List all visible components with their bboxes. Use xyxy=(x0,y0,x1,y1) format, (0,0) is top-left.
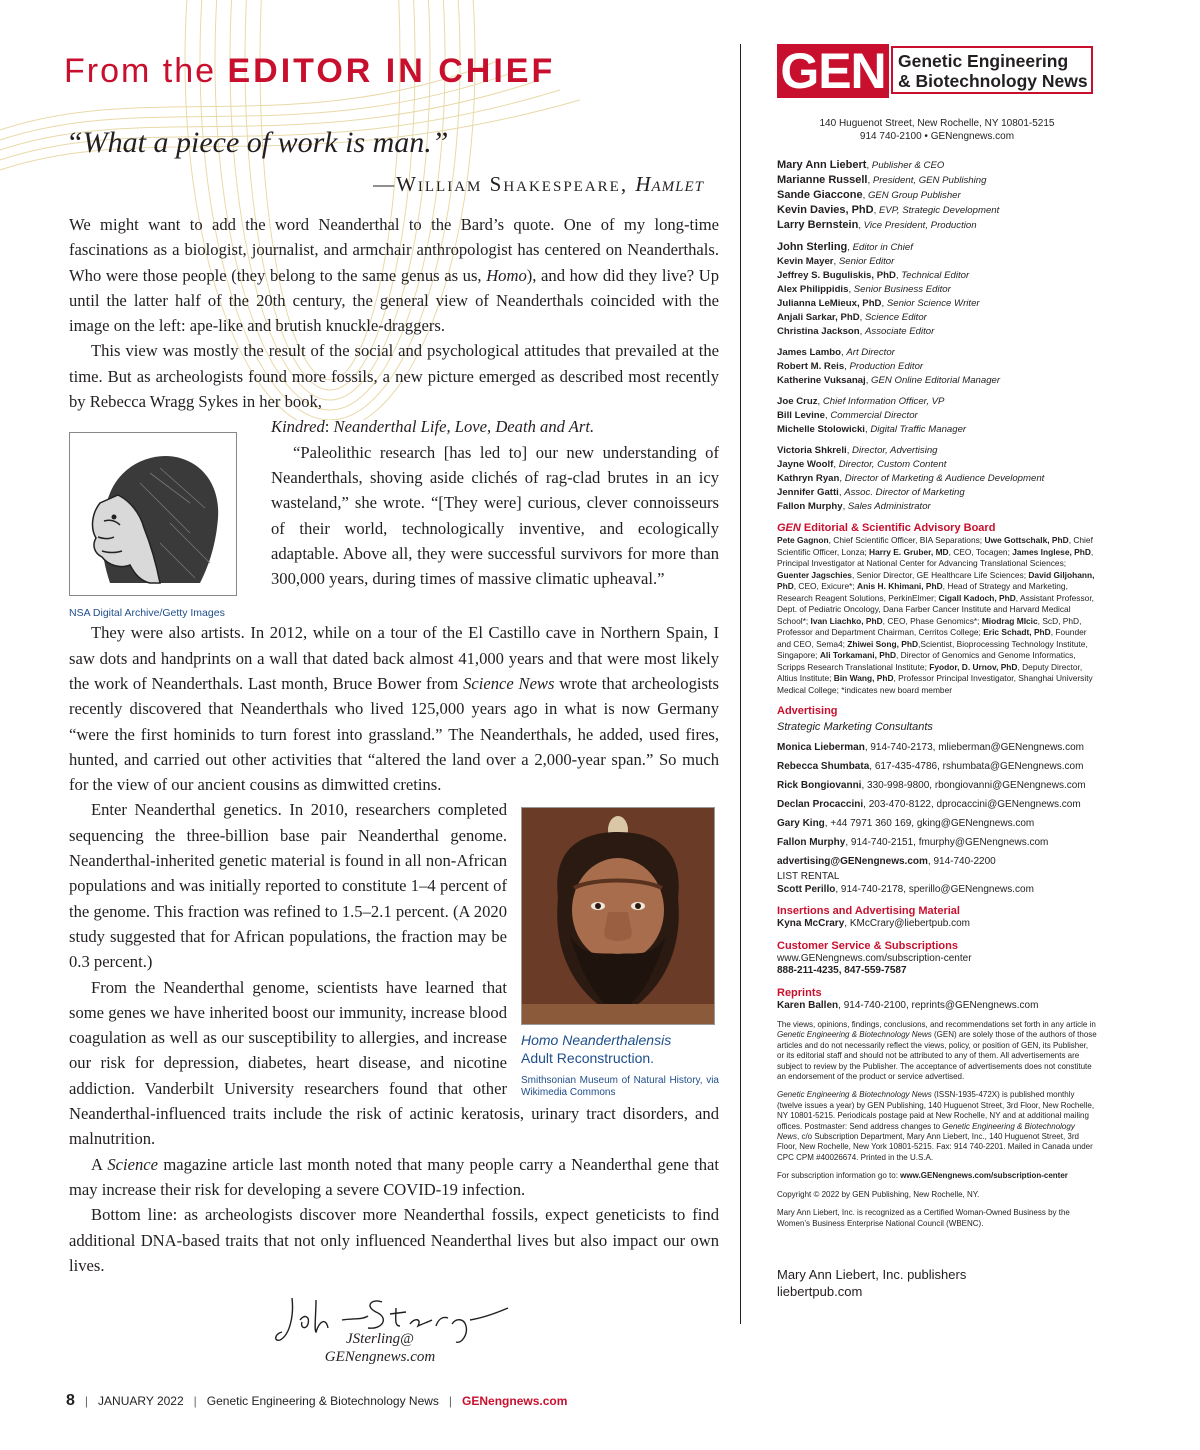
masthead-entry xyxy=(777,472,1097,486)
publisher-credit xyxy=(777,1266,966,1300)
separator: , xyxy=(848,284,854,295)
person-name: Michelle Stolowicki xyxy=(777,424,865,435)
text-italic: Homo xyxy=(486,265,527,285)
person-title: Digital Traffic Manager xyxy=(870,424,967,435)
person-name: Christina Jackson xyxy=(777,326,860,337)
book-title: Kindred xyxy=(271,417,325,437)
board-member-name: Bin Wang, PhD xyxy=(833,673,894,683)
separator: , xyxy=(865,375,872,386)
contact-name: advertising@GENengnews.com xyxy=(777,856,928,867)
column-divider xyxy=(740,44,741,1324)
advisory-board-heading xyxy=(777,521,1097,535)
contact-info[interactable]: , 914-740-2173, mlieberman@GENengnews.com xyxy=(864,742,1084,753)
person-name: Jennifer Gatti xyxy=(777,487,839,498)
person-name: Alex Philippidis xyxy=(777,284,849,295)
person-title: Vice President, Production xyxy=(863,220,977,231)
address-line: 140 Huguenot Street, New Rochelle, NY 10801-5215 xyxy=(819,118,1055,129)
board-member-affiliation: , Professor Principal Investigator, Shanghai University Medical College; *indicates new board member xyxy=(777,673,1093,695)
person-name: Kevin Davies, PhD xyxy=(777,204,874,216)
person-title: Commercial Director xyxy=(830,410,918,421)
board-member-name: Guenter Jagschies xyxy=(777,569,852,580)
contact-name: Gary King xyxy=(777,818,825,829)
person-title: Technical Editor xyxy=(901,270,970,281)
person-title: Editor in Chief xyxy=(852,242,913,253)
epigraph-quote: “What a piece of work is man.” xyxy=(66,126,449,159)
article-paragraph xyxy=(69,1202,719,1278)
author-email xyxy=(300,1330,460,1366)
neanderthal-face-icon xyxy=(522,808,714,1024)
address-line: 914 740-2100 • GENengnews.com xyxy=(859,131,1015,142)
image-credit: Smithsonian Museum of Natural History, via Wikimedia Commons xyxy=(521,1075,719,1099)
insertions-contact xyxy=(777,918,1097,931)
disclaimer-text xyxy=(777,1020,1097,1082)
separator: , xyxy=(864,424,871,435)
masthead-entry xyxy=(777,395,1097,409)
separator: , xyxy=(859,312,865,323)
board-member-name: Eric Schadt, PhD xyxy=(983,627,1051,637)
contact-name: Monica Lieberman xyxy=(777,742,865,753)
person-title: Sales Administrator xyxy=(847,501,931,512)
separator: , xyxy=(881,298,887,309)
subscription-link[interactable]: www.GENengnews.com/subscription-center xyxy=(900,1171,1068,1181)
advertising-contact xyxy=(777,757,1097,776)
separator: , xyxy=(862,190,868,201)
text-italic: Genetic Engineering & Biotechnology News xyxy=(777,1121,1075,1142)
board-member-name: Cigall Kadoch, PhD xyxy=(938,592,1016,603)
person-name: Fallon Murphy xyxy=(777,501,843,512)
website-link[interactable]: GENengnews.com xyxy=(462,1394,568,1408)
contact-info[interactable]: , 914-740-2200 xyxy=(927,856,996,867)
board-member-affiliation: , Chief Scientific Officer, BIA Separations; xyxy=(828,535,985,545)
board-member-affiliation: , CEO, Tocagen; xyxy=(948,546,1013,557)
person-name: Jayne Woolf xyxy=(777,459,834,470)
masthead-entry xyxy=(777,500,1097,514)
issn-text xyxy=(777,1090,1097,1163)
divider: | xyxy=(448,1394,453,1408)
advertising-heading: Advertising xyxy=(777,705,838,717)
publication-name: Genetic Engineering & Biotechnology News xyxy=(206,1394,439,1408)
customer-phones: 888-211-4235, 847-559-7587 xyxy=(777,965,907,976)
separator: , xyxy=(895,270,902,281)
contact-info[interactable]: , 203-470-8122, dprocaccini@GENengnews.com xyxy=(863,799,1081,810)
separator: , xyxy=(859,326,865,337)
person-name: Kathryn Ryan xyxy=(777,473,840,484)
wbenc-text: Mary Ann Liebert, Inc. is recognized as a Certified Woman-Owned Business by the Women’s Business Enterprise National Council (WBENC). xyxy=(777,1208,1070,1228)
masthead-executives xyxy=(777,158,1097,233)
editorial-article xyxy=(69,212,719,1278)
person-name: Kevin Mayer xyxy=(777,256,834,267)
person-name: Katherine Vuksanaj xyxy=(777,375,866,386)
person-title: EVP, Strategic Development xyxy=(878,205,1000,216)
masthead-entry xyxy=(777,203,1097,218)
list-rental-contact xyxy=(777,884,1097,897)
person-name: James Lambo xyxy=(777,347,841,358)
text-italic: Genetic Engineering & Biotechnology News xyxy=(777,1090,932,1100)
contact-name: Karen Ballen xyxy=(777,999,839,1011)
board-member-affiliation: , Founder and CEO, Sema4; xyxy=(777,627,1087,649)
divider: | xyxy=(193,1394,197,1408)
separator: , xyxy=(842,501,848,512)
board-member-affiliation: , CEO, Phase Genomics*; xyxy=(882,615,982,626)
contact-info[interactable]: , 914-740-2151, fmurphy@GENengnews.com xyxy=(845,837,1049,848)
gen-logo xyxy=(777,44,1097,98)
board-member-name: David Giljohann, PhD xyxy=(777,569,1095,591)
masthead-entry xyxy=(777,423,1097,437)
contact-info: , 914-740-2178, sperillo@GENengnews.com xyxy=(835,883,1034,895)
masthead-entry xyxy=(777,173,1097,188)
contact-name: Fallon Murphy xyxy=(777,837,846,848)
board-member-affiliation: , Senior Director, GE Healthcare Life Sciences; xyxy=(851,569,1029,580)
text: For subscription information go to: xyxy=(777,1171,901,1181)
masthead xyxy=(777,158,1097,1229)
text: “Paleolithic research [has led to] our new understanding of Neanderthals, shoving aside clichés of rag-clad brutes in an icy wasteland,” she wrote. “[They were] curious, clever connoisseurs of their world, technologically inventive, and ecologically adaptable. Above all, they were successful survivors for more than 300,000 years, during times of massive climatic upheaval.” xyxy=(271,442,719,589)
insertions-heading: Insertions and Advertising Material xyxy=(777,905,960,917)
board-member-affiliation: , Assistant Professor, Dept. of Pediatric Oncology, Dana Farber Cancer Institute and Harvard Medical School*; xyxy=(777,592,1094,626)
person-name: John Sterling xyxy=(777,241,848,253)
publication-name: Science News xyxy=(463,673,555,693)
person-title: Publisher & CEO xyxy=(871,160,945,171)
board-member-affiliation: , ScD, PhD, Professor and Department Chairman, Cerritos College; xyxy=(777,615,1082,637)
person-title: Assoc. Director of Marketing xyxy=(844,487,965,498)
text: Enter Neanderthal genetics. In 2010, researchers completed sequencing the three-billion base pair Neanderthal genome. Neanderthal-inherited genetic material is found in all non-African populations and was initially reported to constitute 1–4 percent of the genome. This fraction was refined to 1.5–2.1 percent. (A 2020 study suggested that for African populations, the fraction may be 0.3 percent.) xyxy=(69,800,507,972)
contact-name: Declan Procaccini xyxy=(777,799,864,810)
contact-info[interactable]: , 617-435-4786, rshumbata@GENengnews.com xyxy=(869,761,1084,772)
person-name: Larry Bernstein xyxy=(777,219,859,231)
subscription-url[interactable]: www.GENengnews.com/subscription-center xyxy=(777,952,972,964)
advertising-contact xyxy=(777,795,1097,814)
image-credit: NSA Digital Archive/Getty Images xyxy=(69,607,225,620)
article-paragraph xyxy=(69,620,719,797)
board-member-name: Uwe Gottschalk, PhD xyxy=(984,535,1069,545)
masthead-entry xyxy=(777,374,1097,388)
masthead-entry xyxy=(777,360,1097,374)
list-rental-label: LIST RENTAL xyxy=(777,871,840,882)
issue-date: JANUARY 2022 xyxy=(98,1394,184,1408)
masthead-entry xyxy=(777,346,1097,360)
section-title-main: EDITOR IN CHIEF xyxy=(227,52,556,90)
board-member-affiliation: , Head of Strategy and Marketing, Research Reagent Solutions, PerkinElmer; xyxy=(777,581,1068,603)
person-title: Director of Marketing & Audience Development xyxy=(844,473,1045,484)
board-member-name: Anis H. Khimani, PhD xyxy=(857,581,943,591)
neanderthal-sketch-image xyxy=(69,432,237,596)
masthead-entry xyxy=(777,240,1097,255)
person-name: Anjali Sarkar, PhD xyxy=(777,312,860,323)
person-name: Robert M. Reis xyxy=(777,361,845,372)
article-paragraph xyxy=(69,338,719,414)
advertising-contact xyxy=(777,814,1097,833)
text: From the Neanderthal genome, scientists have learned that some genes we have inherited boost our immunity, increase blood coagulation as well as our susceptibility to allergies, and increase our risk for depression, diabetes, heart disease, and nicotine addiction. Vanderbilt University researchers found that other Neanderthal-influenced traits include the risk of actinic keratosis, urinary tract disorders, and malnutrition. xyxy=(69,977,719,1149)
person-title: Production Editor xyxy=(849,361,924,372)
text: The views, opinions, findings, conclusions, and recommendations set forth in any article in xyxy=(777,1020,1096,1029)
person-title: Science Editor xyxy=(865,312,927,323)
separator: , xyxy=(873,205,879,216)
board-member-affiliation: , Chief Scientific Officer, Lonza; xyxy=(777,535,1093,557)
board-member-name: James Inglese, PhD xyxy=(1012,546,1091,557)
contact-name: Rebecca Shumbata xyxy=(777,761,870,772)
species-name: Homo Neanderthalensis xyxy=(521,1032,672,1049)
separator: , xyxy=(817,396,823,407)
reconstruction-figure xyxy=(521,807,719,1099)
separator: , xyxy=(858,220,864,231)
masthead-entry xyxy=(777,269,1097,283)
epigraph-author: —William Shakespeare, xyxy=(373,172,636,196)
text: magazine article last month noted that many people carry a Neanderthal gene that may increase their risk for developing a severe COVID-19 infection. xyxy=(69,1154,720,1199)
section-title xyxy=(64,52,555,91)
person-name: Bill Levine xyxy=(777,410,825,421)
person-title: Director, Advertising xyxy=(852,445,938,456)
epigraph-work: Hamlet xyxy=(635,172,704,196)
person-title: President, GEN Publishing xyxy=(872,175,987,186)
person-name: Marianne Russell xyxy=(777,174,868,186)
board-member-name: Harry E. Gruber, MD xyxy=(869,546,949,557)
person-name: Victoria Shkreli xyxy=(777,445,847,456)
board-member-name: Pete Gagnon xyxy=(777,535,829,545)
advertising-contact xyxy=(777,738,1097,757)
reprints-heading: Reprints xyxy=(777,986,822,999)
contact-info[interactable]: , +44 7971 360 169, gking@GENengnews.com xyxy=(824,818,1035,829)
masthead-production xyxy=(777,346,1097,388)
publication-name: Science xyxy=(107,1154,159,1174)
article-paragraph xyxy=(69,1152,719,1203)
contact-name: Kyna McCrary xyxy=(777,918,845,929)
board-member-affiliation: , Deputy Director, Altius Institute; xyxy=(777,661,1083,683)
publisher-url[interactable]: liebertpub.com xyxy=(777,1284,863,1299)
person-title: GEN Online Editorial Manager xyxy=(871,375,1001,386)
article-paragraph xyxy=(69,212,719,338)
masthead-information xyxy=(777,395,1097,437)
reprints-contact xyxy=(777,1000,1097,1013)
board-member-affiliation: , Director of Genomics and Genome Informatics, Scripps Research Translational Institute; xyxy=(777,650,1076,672)
masthead-entry xyxy=(777,325,1097,339)
board-member-affiliation: ,Scientist, Bioprocessing Technology Institute, Singapore; xyxy=(777,638,1088,660)
neanderthal-profile-icon xyxy=(70,433,236,595)
heading-part: Editorial & Scientific Advisory Board xyxy=(800,522,996,534)
person-name: Sande Giaccone xyxy=(777,189,863,201)
masthead-entry xyxy=(777,158,1097,173)
masthead-entry xyxy=(777,255,1097,269)
person-name: Jeffrey S. Buguliskis, PhD xyxy=(777,270,896,281)
person-title: Chief Information Officer, VP xyxy=(822,396,945,407)
person-name: Julianna LeMieux, PhD xyxy=(777,298,882,309)
text: (ISSN-1935-472X) is published monthly (twelve issues a year) by GEN Publishing, 140 Huguenot Street, 3rd Floor, New Rochelle, NY 10801-5215. Periodicals postage paid at New Rochelle, NY and at additional mailing offices. Postmaster: Send address changes to xyxy=(777,1090,1095,1131)
separator: , xyxy=(846,445,853,456)
text: ), and how did they live? Up until the latter half of the 20th century, the general view of Neanderthals coincided with the image on the left: ape-like and brutish knuckle-draggers. xyxy=(69,265,719,336)
person-title: Associate Editor xyxy=(865,326,935,337)
advertising-contact xyxy=(777,833,1097,852)
masthead-entry xyxy=(777,409,1097,423)
logo-line: & Biotechnology News xyxy=(898,71,1088,91)
publisher-address xyxy=(777,117,1097,143)
page-footer xyxy=(66,1392,567,1410)
divider: | xyxy=(84,1394,89,1408)
person-title: Senior Editor xyxy=(838,256,895,267)
separator: , xyxy=(833,256,839,267)
advertising-contact xyxy=(777,852,1097,871)
section-title-prefix: From the xyxy=(64,52,228,90)
customer-service-heading: Customer Service & Subscriptions xyxy=(777,939,958,952)
contact-info[interactable]: , 330-998-9800, rbongiovanni@GENengnews.com xyxy=(861,780,1086,791)
neanderthal-reconstruction-image xyxy=(521,807,715,1025)
masthead-entry xyxy=(777,444,1097,458)
separator: , xyxy=(824,410,831,421)
masthead-entry xyxy=(777,297,1097,311)
separator: , xyxy=(867,175,873,186)
masthead-entry xyxy=(777,283,1097,297)
figure-title-rest: Adult Reconstruction. xyxy=(521,1050,655,1067)
separator: , xyxy=(847,242,853,253)
contact-info: , KMcCrary@liebertpub.com xyxy=(844,918,971,929)
board-member-affiliation: , CEO, Exicure*; xyxy=(793,581,858,591)
advisory-board-list xyxy=(777,535,1097,696)
masthead-entry xyxy=(777,311,1097,325)
masthead-entry xyxy=(777,188,1097,203)
contact-name: Scott Perillo xyxy=(777,883,836,895)
heading-part: GEN xyxy=(777,522,801,534)
text: : xyxy=(324,417,334,437)
separator: , xyxy=(841,347,847,358)
advertising-contact xyxy=(777,776,1097,795)
separator: , xyxy=(839,473,845,484)
email-line: JSterling@ xyxy=(346,1331,414,1347)
board-member-name: Ali Torkamani, PhD xyxy=(819,650,897,660)
text-italic: Genetic Engineering & Biotechnology News xyxy=(777,1030,932,1040)
text: Bottom line: as archeologists discover more Neanderthal fossils, expect geneticists to find additional DNA-based traits that not only influenced Neanderthal lives but also impact our own lives. xyxy=(69,1205,719,1275)
page-number: 8 xyxy=(66,1392,75,1409)
text: (GEN) are solely those of the authors of those articles and do not necessarily reflect the views, policy, or position of GEN, its Publisher, or its editorial staff and should not be attributed to any of them. All advertisements are subject to review by the Publisher. The acceptance of advertisements does not constitute an endorsement of the product or service advertised. xyxy=(777,1030,1097,1082)
board-member-affiliation: , Principal Investigator at National Center for Advancing Translational Sciences; xyxy=(777,546,1094,568)
separator: , xyxy=(844,361,850,372)
person-name: Joe Cruz xyxy=(777,396,818,407)
text: , c/o Subscription Department, Mary Ann Liebert, Inc., 140 Huguenot Street, 3rd Floor, New Rochelle, New York 10801-5215. Fax: 914 740-2201. Mailed in Canada under CPC CPM #40026674. Printed in the U.S.A. xyxy=(777,1132,1093,1162)
email-line: GENengnews.com xyxy=(324,1349,436,1365)
logo-wordmark xyxy=(891,46,1093,94)
text: This view was mostly the result of the social and psychological attitudes that prevailed at the time. But as archeologists found more fossils, a new picture emerged as described most recently by Rebecca Wragg Sykes in her book, xyxy=(69,341,719,412)
person-title: Senior Science Writer xyxy=(886,298,980,309)
text: A xyxy=(91,1154,108,1174)
subscription-info xyxy=(777,1171,1097,1181)
text: We might want to add the word Neanderthal to the Bard’s quote. One of my long-time fascinations as a biologist, journalist, and armchair anthropologist has centered on Neanderthals. Who were those people (they belong to the same genus as us, xyxy=(69,215,719,285)
masthead-editorial xyxy=(777,240,1097,339)
advertising-contacts xyxy=(777,738,1097,871)
logo-line: Genetic Engineering xyxy=(898,51,1069,71)
board-member-name: Fyodor, D. Urnov, PhD xyxy=(929,661,1018,672)
book-subtitle: Neanderthal Life, Love, Death and Art. xyxy=(333,417,595,437)
person-title: Director, Custom Content xyxy=(838,459,947,470)
person-title: Art Director xyxy=(846,347,895,358)
figure-title xyxy=(521,1031,719,1067)
logo-mark: GEN xyxy=(777,44,889,98)
separator: , xyxy=(866,160,872,171)
publisher-name: Mary Ann Liebert, Inc. publishers xyxy=(777,1267,967,1282)
person-name: Mary Ann Liebert xyxy=(777,159,867,171)
advertising-subheading: Strategic Marketing Consultants xyxy=(777,721,933,733)
separator: , xyxy=(833,459,839,470)
board-member-name: Miodrag MIcic xyxy=(981,615,1038,626)
masthead-entry xyxy=(777,458,1097,472)
masthead-entry xyxy=(777,218,1097,233)
board-member-name: Ivan Liachko, PhD xyxy=(810,615,883,626)
copyright-text: Copyright © 2022 by GEN Publishing, New Rochelle, NY. xyxy=(777,1189,980,1199)
contact-name: Rick Bongiovanni xyxy=(777,780,862,791)
text: They were also artists. In 2012, while on a tour of the El Castillo cave in Northern Spain, I saw dots and handprints on a wall that dated back almost 41,000 years and that were most likely the work of Neanderthals. Last month, Bruce Bower from xyxy=(69,623,719,693)
epigraph-attribution xyxy=(373,172,704,197)
masthead-marketing xyxy=(777,444,1097,514)
text: wrote that archeologists recently discovered that Neanderthals who lived 125,000 years ago in what is now Germany “were the first hominids to turn forest into grassland.” The Neanderthals, he added, used fires, hunted, and carried out other activities that “altered the land over a 2,000-year span.” So much for the view of our ancient cousins as dimwitted cretins. xyxy=(69,673,719,795)
contact-info: , 914-740-2100, reprints@GENengnews.com xyxy=(838,999,1039,1011)
person-title: GEN Group Publisher xyxy=(867,190,961,201)
separator: , xyxy=(838,487,845,498)
masthead-entry xyxy=(777,486,1097,500)
board-member-name: Zhiwei Song, PhD xyxy=(847,638,919,649)
person-title: Senior Business Editor xyxy=(853,284,951,295)
